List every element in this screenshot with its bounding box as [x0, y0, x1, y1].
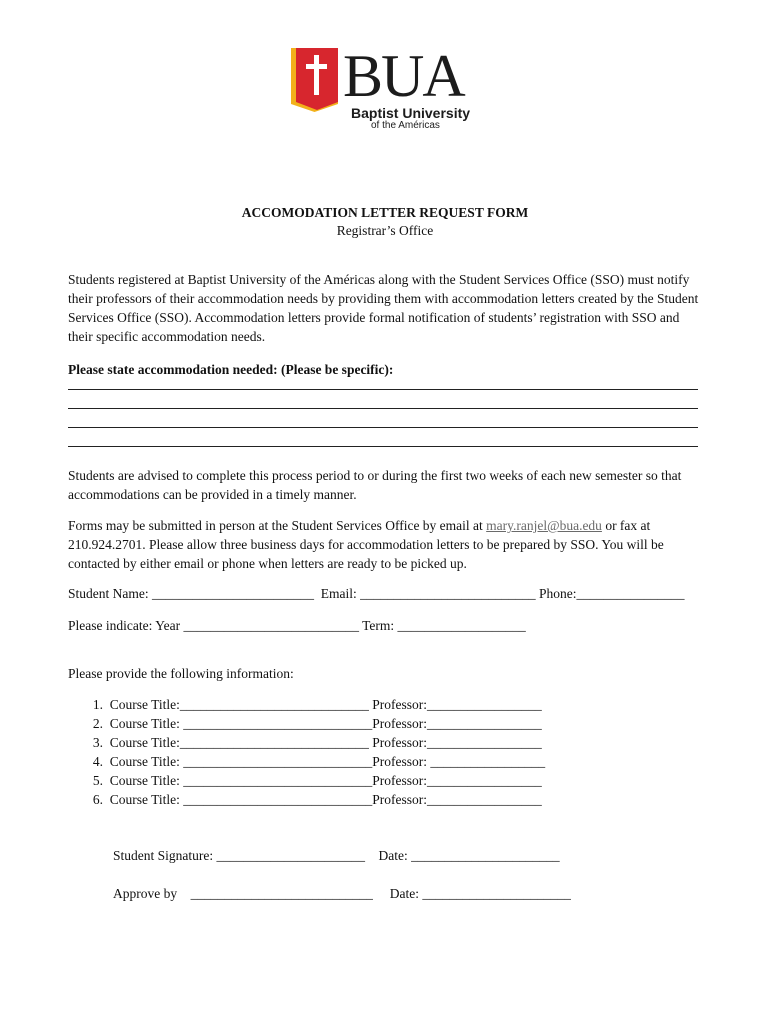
- approve-line[interactable]: Approve by ___________________________ Date: ______________________: [113, 886, 571, 901]
- form-title: ACCOMODATION LETTER REQUEST FORM: [241, 205, 529, 220]
- intro-paragraph: Students registered at Baptist University of the Américas along with the Student Services Office (SSO) must notify their professors of their accommodation needs by providing them with accommodation letters created by the Student Services Office (SSO). Accommodation letters provide formal notification of students’ registration with SSO and their specific accommodation needs.: [68, 272, 699, 344]
- student-signature-line[interactable]: Student Signature: ______________________ Date: ______________________: [113, 848, 560, 863]
- year-term-line[interactable]: Please indicate: Year __________________________ Term: ___________________: [68, 618, 526, 633]
- form-subtitle: Registrar’s Office: [336, 223, 434, 238]
- logo-wordmark: BUA: [343, 46, 464, 109]
- course-row[interactable]: 5. Course Title: ____________________________Professor:_________________: [92, 773, 542, 788]
- submission-text-2: or fax at 210.924.2701. Please allow three business days for accommodation letters to be prepared by SSO. You will be contacted by either email or phone when letters are ready to be picked up.: [68, 518, 664, 571]
- course-row[interactable]: 6. Course Title: ____________________________Professor:_________________: [92, 792, 542, 807]
- logo-line2: of the Américas: [371, 120, 440, 131]
- accommodation-label: Please state accommodation needed: (Please be specific):: [68, 362, 394, 377]
- course-list: [58, 697, 545, 811]
- provide-info-label: Please provide the following information:: [68, 666, 294, 681]
- course-row[interactable]: 4. Course Title: ____________________________Professor: _________________: [92, 754, 546, 769]
- submission-paragraph: [68, 516, 704, 573]
- accommodation-line-2[interactable]: [68, 408, 698, 409]
- course-row[interactable]: 1. Course Title:____________________________ Professor:_________________: [92, 697, 542, 712]
- email-link[interactable]: mary.ranjel@bua.edu: [486, 518, 602, 533]
- advice-paragraph: Students are advised to complete this process period to or during the first two weeks of each new semester so that accommodations can be provided in a timely manner.: [68, 468, 682, 502]
- submission-text-1: Forms may be submitted in person at the Student Services Office by email at: [68, 518, 487, 533]
- bua-logo: [291, 46, 491, 132]
- accommodation-line-1[interactable]: [68, 389, 698, 390]
- accommodation-line-4[interactable]: [68, 446, 698, 447]
- cross-icon: [314, 55, 319, 95]
- logo-line1: Baptist University: [351, 105, 471, 121]
- course-row[interactable]: 2. Course Title: ____________________________Professor:_________________: [92, 716, 542, 731]
- course-row[interactable]: 3. Course Title:____________________________ Professor:_________________: [92, 735, 542, 750]
- student-info-line[interactable]: Student Name: ________________________ Email: __________________________ Phone:________________: [68, 586, 685, 601]
- accommodation-line-3[interactable]: [68, 427, 698, 428]
